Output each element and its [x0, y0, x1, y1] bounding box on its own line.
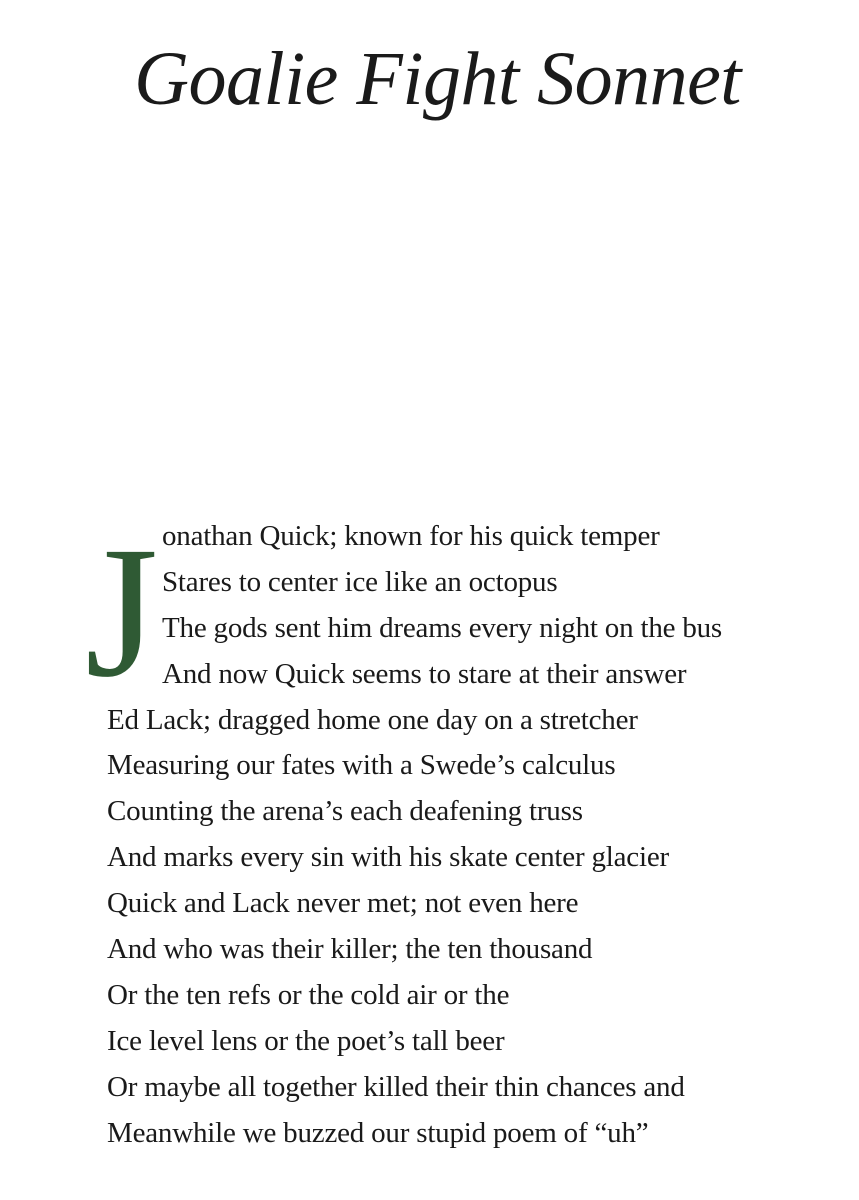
poem-title: Goalie Fight Sonnet — [134, 37, 741, 121]
poem-line: And who was their killer; the ten thousand — [107, 933, 593, 966]
poem-line: Or the ten refs or the cold air or the — [107, 978, 510, 1011]
drop-cap: J — [85, 507, 158, 716]
poem-line: Counting the arena’s each deafening truss — [107, 795, 583, 828]
poem-line: Ice level lens or the poet’s tall beer — [107, 1024, 505, 1057]
poem-body — [85, 507, 827, 1156]
poem-line: The gods sent him dreams every night on the bus — [162, 611, 723, 644]
poem-line: Quick and Lack never met; not even here — [107, 887, 579, 920]
poem-line: Ed Lack; dragged home one day on a stretcher — [107, 703, 638, 736]
poem-line — [107, 514, 827, 560]
poem-line-text: onathan Quick; known for his quick temper — [162, 520, 660, 552]
poem-line: Measuring our fates with a Swede’s calculus — [107, 749, 616, 782]
poem-line: Meanwhile we buzzed our stupid poem of “uh” — [107, 1116, 649, 1149]
poem-line: And marks every sin with his skate center glacier — [107, 841, 669, 874]
poem-line: Or maybe all together killed their thin chances and — [107, 1070, 685, 1103]
poem-line: Stares to center ice like an octopus — [162, 565, 558, 598]
poem-line: And now Quick seems to stare at their answer — [162, 657, 687, 690]
